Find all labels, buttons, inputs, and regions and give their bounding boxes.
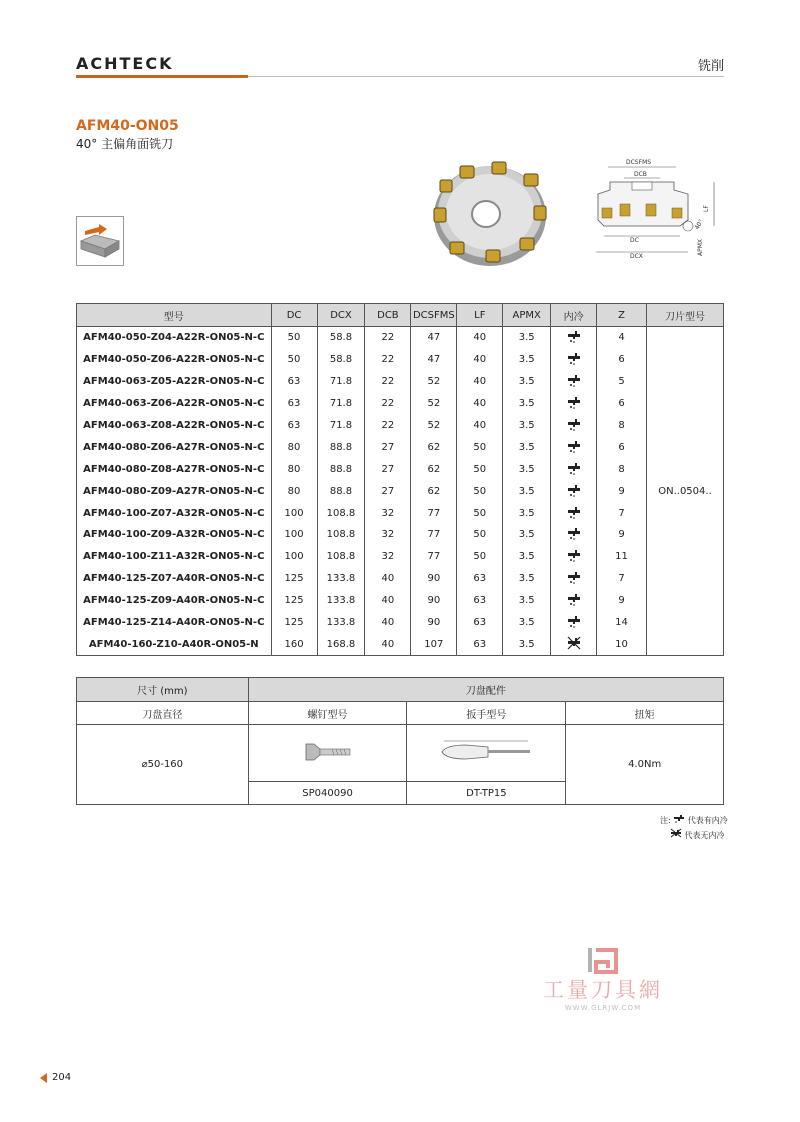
apmx-cell: 3.5 [503, 327, 551, 349]
no-internal-coolant-icon [567, 642, 581, 653]
apmx-cell: 3.5 [503, 612, 551, 634]
lf-cell: 63 [457, 590, 503, 612]
coolant-cell [551, 524, 597, 546]
z-cell: 14 [597, 612, 647, 634]
coolant-cell [551, 371, 597, 393]
col-insert: 刀片型号 [646, 304, 723, 327]
model-cell: AFM40-063-Z06-A22R-ON05-N-C [77, 393, 272, 415]
dcx-cell: 58.8 [317, 327, 365, 349]
dcsfms-cell: 77 [411, 502, 457, 524]
dcsfms-cell: 52 [411, 393, 457, 415]
dc-cell: 63 [271, 393, 317, 415]
table-row [77, 327, 724, 349]
dcsfms-cell: 62 [411, 458, 457, 480]
dc-cell: 125 [271, 590, 317, 612]
dc-cell: 100 [271, 524, 317, 546]
svg-text:40°: 40° [693, 218, 706, 231]
dcsfms-cell: 47 [411, 349, 457, 371]
table-row [77, 349, 724, 371]
dcx-cell: 71.8 [317, 415, 365, 437]
apmx-cell: 3.5 [503, 349, 551, 371]
dcsfms-cell: 107 [411, 633, 457, 655]
table-row [77, 415, 724, 437]
internal-coolant-icon [567, 489, 581, 500]
table-row [77, 371, 724, 393]
cutter-photo [428, 158, 550, 270]
dcx-cell: 71.8 [317, 371, 365, 393]
lf-cell: 63 [457, 568, 503, 590]
svg-text:APMX: APMX [697, 238, 704, 256]
z-cell: 11 [597, 546, 647, 568]
dc-cell: 63 [271, 371, 317, 393]
dcsfms-cell: 77 [411, 524, 457, 546]
z-cell: 6 [597, 393, 647, 415]
table-row [77, 393, 724, 415]
dcb-cell: 22 [365, 393, 411, 415]
dcsfms-cell: 90 [411, 568, 457, 590]
table-row [77, 524, 724, 546]
dcb-cell: 32 [365, 546, 411, 568]
internal-coolant-icon [567, 532, 581, 543]
screw-header: 螺钉型号 [248, 702, 407, 725]
dcsfms-cell: 52 [411, 415, 457, 437]
dcb-cell: 22 [365, 349, 411, 371]
z-cell: 8 [597, 458, 647, 480]
dcsfms-cell: 90 [411, 612, 457, 634]
screw-code: SP040090 [248, 782, 407, 805]
product-code: AFM40-ON05 [76, 118, 179, 134]
dcb-cell: 32 [365, 524, 411, 546]
dcb-cell: 40 [365, 612, 411, 634]
dcsfms-cell: 62 [411, 480, 457, 502]
size-header: 尺寸 (mm) [77, 678, 249, 702]
coolant-cell [551, 327, 597, 349]
dcx-cell: 108.8 [317, 546, 365, 568]
internal-coolant-icon [567, 357, 581, 368]
lf-cell: 40 [457, 371, 503, 393]
model-cell: AFM40-125-Z07-A40R-ON05-N-C [77, 568, 272, 590]
lf-cell: 50 [457, 436, 503, 458]
col-model: 型号 [77, 304, 272, 327]
lf-cell: 40 [457, 393, 503, 415]
no-internal-coolant-icon [670, 831, 685, 840]
dc-cell: 100 [271, 502, 317, 524]
dcx-cell: 108.8 [317, 524, 365, 546]
coolant-cell [551, 546, 597, 568]
apmx-cell: 3.5 [503, 458, 551, 480]
dcx-cell: 133.8 [317, 568, 365, 590]
lf-cell: 50 [457, 502, 503, 524]
dcsfms-cell: 47 [411, 327, 457, 349]
dc-cell: 125 [271, 612, 317, 634]
legend-prefix: 注: [660, 816, 671, 825]
col-coolant: 内冷 [551, 304, 597, 327]
z-cell: 7 [597, 568, 647, 590]
table-row [77, 458, 724, 480]
lf-cell: 63 [457, 612, 503, 634]
dcb-cell: 22 [365, 327, 411, 349]
dc-cell: 63 [271, 415, 317, 437]
internal-coolant-icon [673, 816, 688, 825]
dc-cell: 80 [271, 480, 317, 502]
lf-cell: 50 [457, 524, 503, 546]
lf-cell: 50 [457, 546, 503, 568]
dcx-cell: 88.8 [317, 436, 365, 458]
watermark-url: WWW.GLRJW.COM [564, 1004, 642, 1012]
apmx-cell: 3.5 [503, 480, 551, 502]
coolant-cell [551, 436, 597, 458]
diameter-value: ⌀50-160 [77, 725, 249, 805]
col-dcb: DCB [365, 304, 411, 327]
wrench-image [407, 725, 566, 782]
z-cell: 10 [597, 633, 647, 655]
col-z: Z [597, 304, 647, 327]
screw-icon [298, 740, 358, 764]
z-cell: 9 [597, 480, 647, 502]
dcb-cell: 32 [365, 502, 411, 524]
dcb-cell: 22 [365, 371, 411, 393]
dcx-cell: 108.8 [317, 502, 365, 524]
internal-coolant-icon [567, 620, 581, 631]
table-row [77, 480, 724, 502]
dc-cell: 50 [271, 349, 317, 371]
dcb-cell: 27 [365, 436, 411, 458]
watermark [538, 946, 668, 1012]
internal-coolant-icon [567, 423, 581, 434]
wrench-header: 扳手型号 [407, 702, 566, 725]
table-row [77, 633, 724, 655]
dcsfms-cell: 90 [411, 590, 457, 612]
apmx-cell: 3.5 [503, 371, 551, 393]
model-cell: AFM40-080-Z06-A27R-ON05-N-C [77, 436, 272, 458]
table-row [77, 436, 724, 458]
dcsfms-cell: 77 [411, 546, 457, 568]
apmx-cell: 3.5 [503, 524, 551, 546]
application-icon [76, 216, 124, 266]
lf-cell: 50 [457, 480, 503, 502]
dcx-cell: 88.8 [317, 480, 365, 502]
accessories-table [76, 677, 724, 805]
dcsfms-cell: 52 [411, 371, 457, 393]
col-lf: LF [457, 304, 503, 327]
z-cell: 9 [597, 524, 647, 546]
apmx-cell: 3.5 [503, 502, 551, 524]
svg-text:DCB: DCB [634, 171, 647, 178]
apmx-cell: 3.5 [503, 393, 551, 415]
internal-coolant-icon [567, 554, 581, 565]
lf-cell: 40 [457, 415, 503, 437]
model-cell: AFM40-050-Z04-A22R-ON05-N-C [77, 327, 272, 349]
col-dc: DC [271, 304, 317, 327]
dcb-cell: 40 [365, 590, 411, 612]
apmx-cell: 3.5 [503, 546, 551, 568]
lf-cell: 40 [457, 349, 503, 371]
coolant-cell [551, 393, 597, 415]
internal-coolant-icon [567, 379, 581, 390]
table-row [77, 502, 724, 524]
dcb-cell: 27 [365, 480, 411, 502]
internal-coolant-icon [567, 511, 581, 522]
svg-text:DC: DC [630, 237, 639, 244]
apmx-cell: 3.5 [503, 633, 551, 655]
internal-coolant-icon [567, 598, 581, 609]
section-title: 铣削 [697, 59, 724, 74]
internal-coolant-icon [567, 467, 581, 478]
parts-header: 刀盘配件 [248, 678, 723, 702]
coolant-cell [551, 590, 597, 612]
col-dcsfms: DCSFMS [411, 304, 457, 327]
table-row [77, 546, 724, 568]
dc-cell: 80 [271, 436, 317, 458]
dimension-diagram [590, 156, 722, 268]
dc-cell: 100 [271, 546, 317, 568]
z-cell: 6 [597, 436, 647, 458]
internal-coolant-icon [567, 401, 581, 412]
watermark-logo-icon [586, 946, 620, 974]
internal-coolant-icon [567, 335, 581, 346]
dcx-cell: 168.8 [317, 633, 365, 655]
page-arrow-icon [40, 1073, 47, 1083]
model-cell: AFM40-160-Z10-A40R-ON05-N [77, 633, 272, 655]
apmx-cell: 3.5 [503, 590, 551, 612]
dcb-cell: 40 [365, 568, 411, 590]
dcx-cell: 58.8 [317, 349, 365, 371]
z-cell: 8 [597, 415, 647, 437]
spec-table [76, 303, 724, 656]
apmx-cell: 3.5 [503, 436, 551, 458]
torque-value: 4.0Nm [566, 725, 724, 805]
model-cell: AFM40-080-Z09-A27R-ON05-N-C [77, 480, 272, 502]
table-row [77, 590, 724, 612]
torque-header: 扭矩 [566, 702, 724, 725]
model-cell: AFM40-080-Z08-A27R-ON05-N-C [77, 458, 272, 480]
table-row [77, 568, 724, 590]
wrench-code: DT-TP15 [407, 782, 566, 805]
dcb-cell: 22 [365, 415, 411, 437]
model-cell: AFM40-063-Z05-A22R-ON05-N-C [77, 371, 272, 393]
apmx-cell: 3.5 [503, 568, 551, 590]
model-cell: AFM40-063-Z08-A22R-ON05-N-C [77, 415, 272, 437]
coolant-cell [551, 633, 597, 655]
header-accent-bar [76, 75, 248, 78]
legend-with-coolant: 代表有内冷 [687, 816, 728, 825]
svg-text:DCX: DCX [630, 253, 643, 260]
z-cell: 9 [597, 590, 647, 612]
legend-without-coolant: 代表无内冷 [684, 831, 725, 840]
apmx-cell: 3.5 [503, 415, 551, 437]
coolant-cell [551, 349, 597, 371]
lf-cell: 40 [457, 327, 503, 349]
coolant-cell [551, 458, 597, 480]
model-cell: AFM40-100-Z07-A32R-ON05-N-C [77, 502, 272, 524]
wrench-icon [436, 737, 536, 767]
model-cell: AFM40-100-Z09-A32R-ON05-N-C [77, 524, 272, 546]
legend-coolant [660, 813, 728, 826]
table-row [77, 612, 724, 634]
product-subtitle: 40° 主偏角面铣刀 [76, 137, 174, 151]
model-cell: AFM40-050-Z06-A22R-ON05-N-C [77, 349, 272, 371]
diameter-header: 刀盘直径 [77, 702, 249, 725]
legend-no-coolant [670, 828, 725, 841]
model-cell: AFM40-100-Z11-A32R-ON05-N-C [77, 546, 272, 568]
internal-coolant-icon [567, 576, 581, 587]
svg-text:DCSFMS: DCSFMS [626, 159, 652, 166]
model-cell: AFM40-125-Z14-A40R-ON05-N-C [77, 612, 272, 634]
z-cell: 7 [597, 502, 647, 524]
col-dcx: DCX [317, 304, 365, 327]
model-cell: AFM40-125-Z09-A40R-ON05-N-C [77, 590, 272, 612]
coolant-cell [551, 415, 597, 437]
z-cell: 4 [597, 327, 647, 349]
coolant-cell [551, 502, 597, 524]
dc-cell: 50 [271, 327, 317, 349]
z-cell: 6 [597, 349, 647, 371]
dcsfms-cell: 62 [411, 436, 457, 458]
insert-cell: ON..0504.. [646, 327, 723, 656]
spec-header-row [77, 304, 724, 327]
z-cell: 5 [597, 371, 647, 393]
dcb-cell: 40 [365, 633, 411, 655]
brand-logo: ACHTECK [76, 54, 174, 73]
lf-cell: 63 [457, 633, 503, 655]
page-number: 204 [52, 1072, 72, 1083]
svg-text:LF: LF [703, 205, 710, 212]
coolant-cell [551, 480, 597, 502]
watermark-name: 工量刀具網 [543, 978, 663, 1002]
dc-cell: 160 [271, 633, 317, 655]
dc-cell: 125 [271, 568, 317, 590]
dcx-cell: 88.8 [317, 458, 365, 480]
screw-image [248, 725, 407, 782]
lf-cell: 50 [457, 458, 503, 480]
col-apmx: APMX [503, 304, 551, 327]
dcx-cell: 133.8 [317, 612, 365, 634]
dc-cell: 80 [271, 458, 317, 480]
dcx-cell: 71.8 [317, 393, 365, 415]
dcb-cell: 27 [365, 458, 411, 480]
coolant-cell [551, 612, 597, 634]
coolant-cell [551, 568, 597, 590]
internal-coolant-icon [567, 445, 581, 456]
dcx-cell: 133.8 [317, 590, 365, 612]
